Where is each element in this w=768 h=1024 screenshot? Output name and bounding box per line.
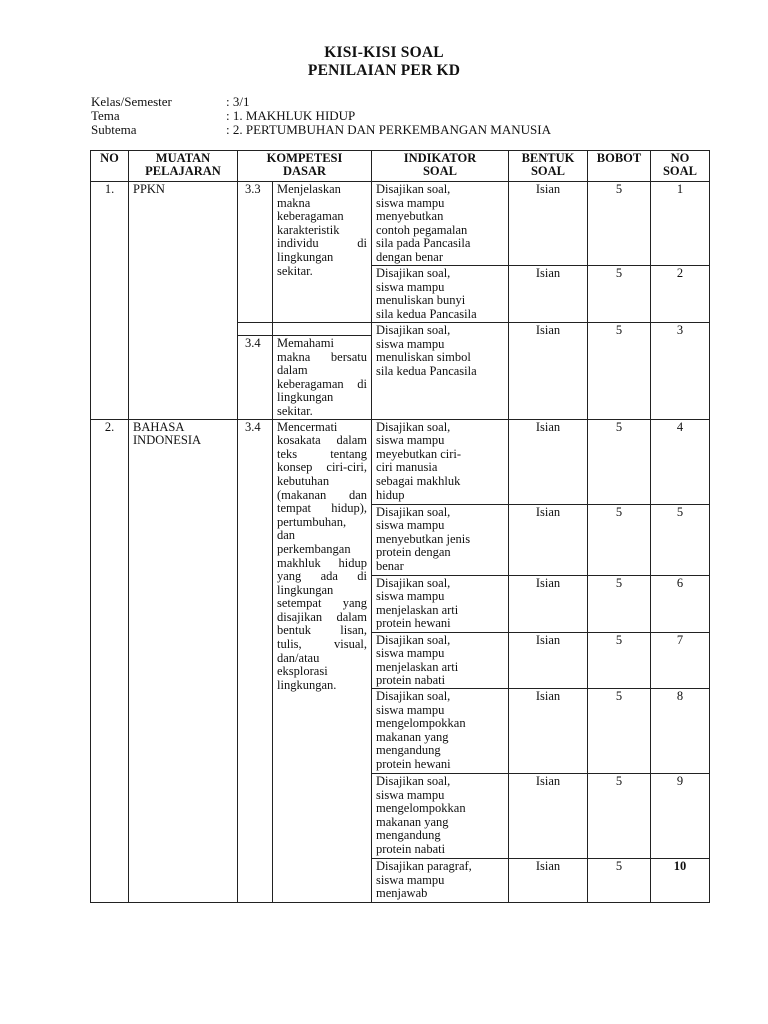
bobot-cell: 5 [588, 266, 651, 323]
meta-value: : 1. MAKHLUK HIDUP [226, 108, 356, 123]
subject-no: 2. [91, 419, 129, 902]
kd-text: Memahami makna bersatu dalam keberagaman di lingkungan sekitar. [273, 336, 372, 420]
bobot-cell: 5 [588, 504, 651, 575]
nosoal-cell: 5 [651, 504, 710, 575]
kd-number: 3.3 [238, 182, 273, 323]
kd-number: 3.4 [238, 336, 273, 420]
subject-name: PPKN [129, 182, 238, 420]
bentuk-cell: Isian [509, 504, 588, 575]
bobot-cell: 5 [588, 773, 651, 858]
header-muatan: MUATAN PELAJARAN [129, 151, 238, 182]
table-row [91, 419, 710, 504]
nosoal-cell: 9 [651, 773, 710, 858]
indikator-cell: Disajikan soal, siswa mampu menuliskan simbol sila kedua Pancasila [372, 323, 509, 420]
header-bobot: BOBOT [588, 151, 651, 182]
indikator-cell: Disajikan soal, siswa mampu menuliskan bunyi sila kedua Pancasila [372, 266, 509, 323]
subject-no: 1. [91, 182, 129, 420]
kd-text: Menjelaskan makna keberagaman karakteristik individu di lingkungan sekitar. [273, 182, 372, 323]
meta-value: : 2. PERTUMBUHAN DAN PERKEMBANGAN MANUSIA [226, 122, 551, 137]
bentuk-cell: Isian [509, 688, 588, 773]
header-bentuk: BENTUK SOAL [509, 151, 588, 182]
nosoal-cell: 7 [651, 632, 710, 688]
bentuk-cell: Isian [509, 266, 588, 323]
kd-spacer [273, 323, 372, 336]
nosoal-cell: 6 [651, 575, 710, 632]
indikator-cell: Disajikan soal, siswa mampu menjelaskan arti protein nabati [372, 632, 509, 688]
header-kd: KOMPETESI DASAR [238, 151, 372, 182]
header-no: NO [91, 151, 129, 182]
nosoal-cell: 4 [651, 419, 710, 504]
bobot-cell: 5 [588, 323, 651, 420]
header-row [91, 151, 710, 182]
meta-key: Tema [91, 108, 120, 123]
header-indikator: INDIKATOR SOAL [372, 151, 509, 182]
bentuk-cell: Isian [509, 632, 588, 688]
bobot-cell: 5 [588, 419, 651, 504]
nosoal-cell: 8 [651, 688, 710, 773]
document-subtitle: PENILAIAN PER KD [307, 62, 461, 79]
kd-spacer [238, 323, 273, 336]
indikator-cell: Disajikan soal, siswa mampu menyebutkan contoh pegamalan sila pada Pancasila dengan benar [372, 182, 509, 266]
bentuk-cell: Isian [509, 419, 588, 504]
bobot-cell: 5 [588, 632, 651, 688]
nosoal-cell: 10 [651, 858, 710, 902]
nosoal-cell: 3 [651, 323, 710, 420]
nosoal-cell: 2 [651, 266, 710, 323]
indikator-cell: Disajikan soal, siswa mampu menjelaskan arti protein hewani [372, 575, 509, 632]
meta-key: Subtema [91, 122, 137, 137]
indikator-cell: Disajikan soal, siswa mampu mengelompokkan makanan yang mengandung protein nabati [372, 773, 509, 858]
bentuk-cell: Isian [509, 773, 588, 858]
kd-text: Mencermati kosakata dalam teks tentang konsep ciri-ciri, kebutuhan (makanan dan tempat hidup), pertumbuhan, dan perkembangan makhluk hidup yang ada di lingkungan setempat yang disajikan dalam bentuk lisan, tulis, visual, dan/atau eksplorasi lingkungan. [273, 419, 372, 902]
nosoal-cell: 1 [651, 182, 710, 266]
bentuk-cell: Isian [509, 858, 588, 902]
kisi-kisi-table [90, 150, 710, 903]
indikator-cell: Disajikan soal, siswa mampu meyebutkan ciri- ciri manusia sebagai makhluk hidup [372, 419, 509, 504]
bobot-cell: 5 [588, 858, 651, 902]
indikator-cell: Disajikan soal, siswa mampu menyebutkan jenis protein dengan benar [372, 504, 509, 575]
bobot-cell: 5 [588, 182, 651, 266]
table-row [91, 182, 710, 266]
bobot-cell: 5 [588, 575, 651, 632]
indikator-cell: Disajikan paragraf, siswa mampu menjawab [372, 858, 509, 902]
bentuk-cell: Isian [509, 323, 588, 420]
meta-key: Kelas/Semester [91, 94, 172, 109]
bobot-cell: 5 [588, 688, 651, 773]
kd-number: 3.4 [238, 419, 273, 902]
subject-name: BAHASA INDONESIA [129, 419, 238, 902]
indikator-cell: Disajikan soal, siswa mampu mengelompokkan makanan yang mengandung protein hewani [372, 688, 509, 773]
document-title: KISI-KISI SOAL [324, 44, 444, 61]
header-nosoal: NO SOAL [651, 151, 710, 182]
meta-value: : 3/1 [226, 94, 250, 109]
bentuk-cell: Isian [509, 575, 588, 632]
bentuk-cell: Isian [509, 182, 588, 266]
